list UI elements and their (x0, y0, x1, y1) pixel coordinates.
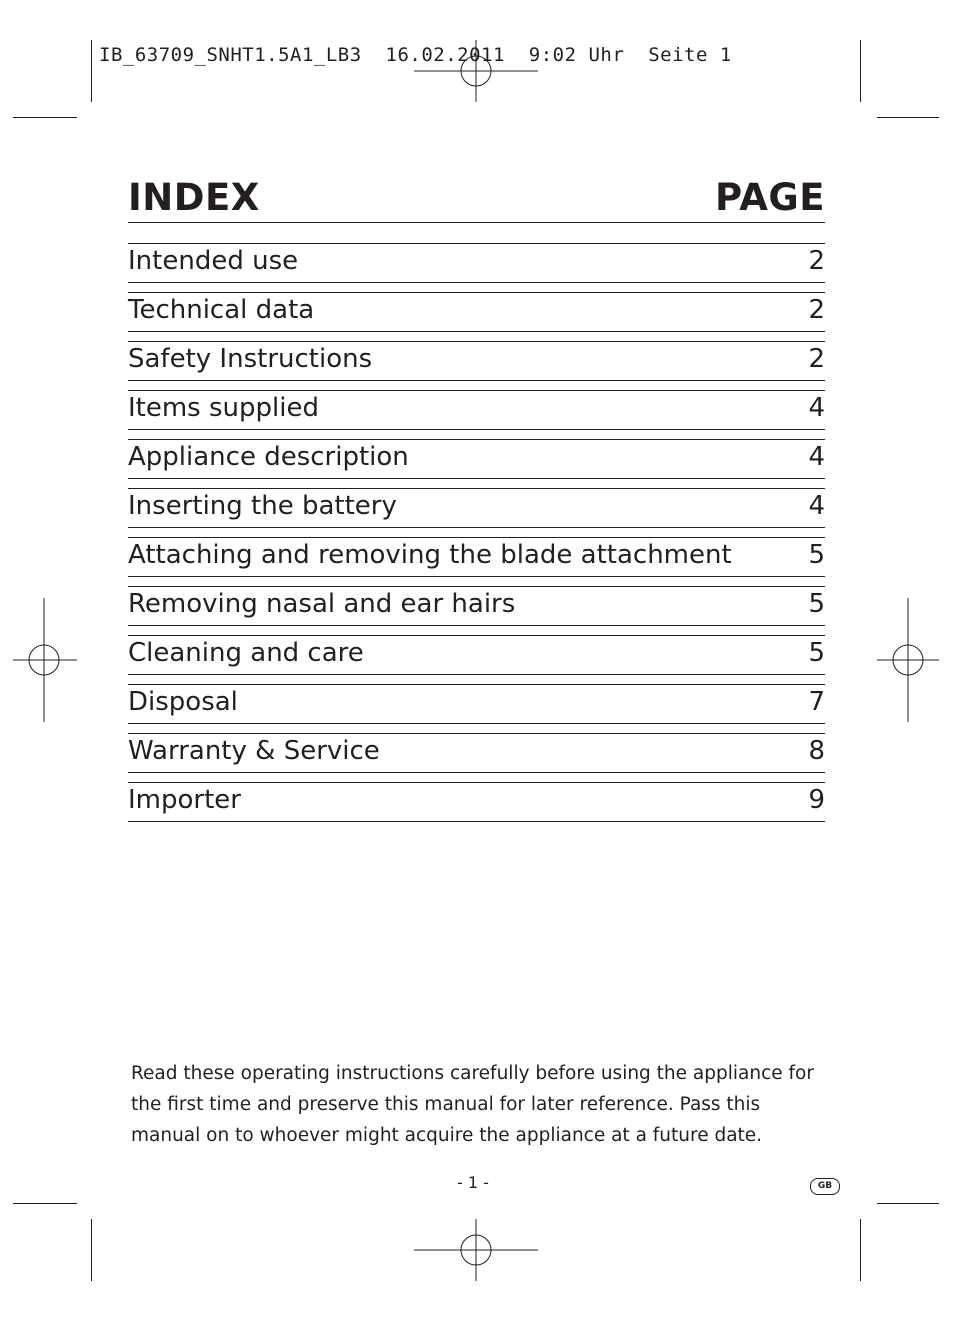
language-badge: GB (810, 1178, 840, 1195)
toc-row[interactable] (128, 586, 825, 626)
toc-page-number: 7 (808, 687, 825, 717)
toc-row[interactable] (128, 684, 825, 724)
crop-mark (877, 1203, 939, 1204)
table-of-contents (128, 243, 825, 831)
toc-title: Importer (128, 785, 241, 815)
toc-title: Removing nasal and ear hairs (128, 589, 516, 619)
toc-row[interactable] (128, 537, 825, 577)
toc-title: Appliance description (128, 442, 409, 472)
toc-title: Disposal (128, 687, 238, 717)
index-header (128, 168, 825, 223)
toc-page-number: 5 (808, 638, 825, 668)
toc-title: Attaching and removing the blade attachment (128, 540, 732, 570)
toc-title: Intended use (128, 246, 299, 276)
toc-row[interactable] (128, 488, 825, 528)
crop-mark (13, 1203, 77, 1204)
toc-title: Technical data (128, 295, 315, 325)
toc-title: Warranty & Service (128, 736, 380, 766)
crop-mark (13, 117, 77, 118)
toc-title: Items supplied (128, 393, 319, 423)
toc-row[interactable] (128, 341, 825, 381)
toc-page-number: 2 (808, 246, 825, 276)
page-heading: PAGE (714, 176, 825, 219)
crop-mark (91, 1219, 92, 1281)
toc-title: Inserting the battery (128, 491, 397, 521)
toc-page-number: 4 (808, 393, 825, 423)
crop-mark (877, 117, 939, 118)
index-heading: INDEX (128, 176, 260, 219)
toc-page-number: 4 (808, 491, 825, 521)
toc-row[interactable] (128, 635, 825, 675)
registration-mark-left (13, 598, 77, 724)
toc-row[interactable] (128, 292, 825, 332)
toc-page-number: 2 (808, 295, 825, 325)
toc-page-number: 5 (808, 589, 825, 619)
toc-row[interactable] (128, 439, 825, 479)
crop-mark (91, 40, 92, 102)
toc-page-number: 9 (808, 785, 825, 815)
toc-row[interactable] (128, 390, 825, 430)
registration-mark-right (877, 598, 941, 724)
toc-row[interactable] (128, 733, 825, 773)
crop-mark (860, 40, 861, 102)
toc-row[interactable] (128, 243, 825, 283)
registration-mark-bottom (414, 1219, 540, 1281)
instructions-note: Read these operating instructions carefully before using the appliance for the first time and preserve this manual for later reference. Pass this manual on to whoever might acquire the appliance at a future date. (131, 1063, 814, 1146)
print-slug-line: IB_63709_SNHT1.5A1_LB3 16.02.2011 9:02 Uhr Seite 1 (99, 44, 732, 66)
toc-row[interactable] (128, 782, 825, 822)
toc-page-number: 2 (808, 344, 825, 374)
toc-title: Safety Instructions (128, 344, 373, 374)
crop-mark (860, 1219, 861, 1281)
toc-title: Cleaning and care (128, 638, 364, 668)
toc-page-number: 8 (808, 736, 825, 766)
toc-page-number: 5 (808, 540, 825, 570)
toc-page-number: 4 (808, 442, 825, 472)
page-number: - 1 - (457, 1173, 489, 1192)
registration-mark-top (414, 40, 540, 102)
